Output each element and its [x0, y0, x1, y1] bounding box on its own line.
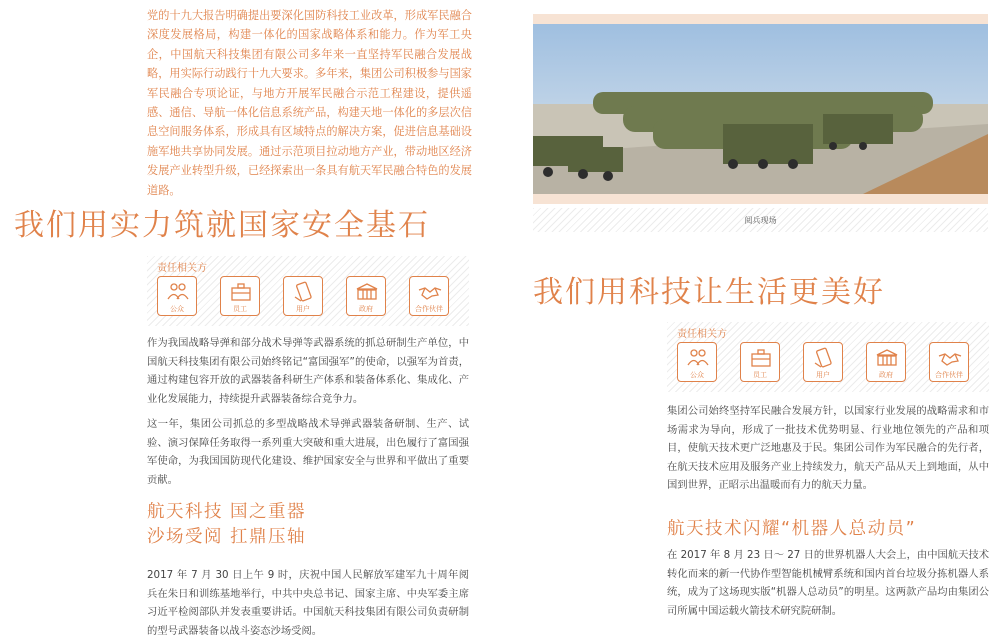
people-icon — [166, 281, 190, 303]
photo-caption-strip — [533, 208, 988, 232]
handshake-icon — [938, 347, 962, 369]
handshake-icon — [418, 281, 442, 303]
briefcase-icon — [229, 281, 253, 303]
stakeholder-label: 责任相关方 — [157, 263, 207, 274]
parade-scene-image — [533, 14, 988, 204]
paragraph-parade: 2017 年 7 月 30 日上午 9 时，庆祝中国人民解放军建军九十周年阅兵在朱日和训练基地举行，中共中央总书记、国家主席、中央军委主席习近平检阅部队并发表重要讲话。中国航天科技集团有限公司负责研制的型号武器装备以战斗姿态沙场受阅。 — [147, 569, 469, 637]
parade-photo — [533, 14, 988, 204]
building-icon — [875, 347, 899, 369]
stakeholder-public: 公众 — [677, 342, 717, 382]
paragraph-civil-military: 集团公司始终坚持军民融合发展方针，以国家行业发展的战略需求和市场需求为导向，形成了一批技术优势明显、行业地位领先的产品和项目，使航天技术更广泛地惠及于民。集团公司作为军民融合的先行者，在航天技术应用及服务产业上持续发力，航天产品从天上到地面，从中国到世界，正昭示出温暖而有力的航天力量。 — [667, 405, 989, 492]
stakeholder-user: 用户 — [283, 276, 323, 316]
stakeholder-public: 公众 — [157, 276, 197, 316]
stakeholder-government: 政府 — [866, 342, 906, 382]
stakeholder-label: 责任相关方 — [677, 329, 727, 340]
stakeholder-panel-left — [147, 256, 469, 326]
briefcase-icon — [749, 347, 773, 369]
stakeholder-icons — [677, 342, 969, 382]
stakeholder-icons — [157, 276, 449, 316]
stakeholder-user: 用户 — [803, 342, 843, 382]
people-icon — [686, 347, 710, 369]
intro-paragraph: 党的十九大报告明确提出要深化国防科技工业改革，形成军民融合深度发展格局，构建一体化的国家战略体系和能力。作为军工央企，中国航天科技集团有限公司多年来一直坚持军民融合发展战略，用实际行动践行十九大要求。多年来，集团公司积极参与国家军民融合专项论证，与地方开展军民融合示范工程建设，提供遥感、通信、导航一体化信息系统产品，构建天地一体化的多层次信息空间服务体系，形成具有区域特点的解决方案，促进信息基础设施军地共享协同发展。通过示范项目拉动地方产业，带动地区经济发展产业转型升级，已经探索出一条具有航天军民融合特色的发展道路。 — [147, 9, 472, 197]
paragraph-robot-conference: 在 2017 年 8 月 23 日～ 27 日的世界机器人大会上，由中国航天技术转化而来的新一代协作型智能机械臂系统和国内首台垃圾分拣机器人系统，成为了这场现实版“机器人总动员”的明星。这两款产品均由集团公司所属中国运载火箭技术研究院研制。 — [667, 549, 989, 617]
stakeholder-panel-right — [667, 322, 989, 392]
building-icon — [355, 281, 379, 303]
stakeholder-staff: 员工 — [740, 342, 780, 382]
paragraph-missile-systems: 作为我国战略导弹和部分战术导弹等武器系统的抓总研制生产单位，中国航天科技集团有限公司始终铭记“富国强军”的使命，以强军为首责，通过构建包容开放的武器装备科研生产体系和装备体系化、集成化、产业化发展能力，持续提升武器装备综合竞争力。 — [147, 337, 469, 405]
stakeholder-partner: 合作伙伴 — [929, 342, 969, 382]
phone-icon — [292, 281, 316, 303]
subtitle-robots: 航天技术闪耀“机器人总动员” — [667, 519, 917, 539]
subtitle-line-2: 沙场受阅 扛鼎压轴 — [147, 527, 307, 547]
stakeholder-government: 政府 — [346, 276, 386, 316]
subtitle-line-1: 航天科技 国之重器 — [147, 502, 307, 522]
paragraph-achievements: 这一年，集团公司抓总的多型战略战术导弹武器装备研制、生产、试验、演习保障任务取得一系列重大突破和重大进展，出色履行了富国强军使命，为我国国防现代化建设、维护国家安全与世界和平做出了重要贡献。 — [147, 418, 469, 486]
photo-caption: 阅兵现场 — [744, 216, 777, 225]
section-title-security: 我们用实力筑就国家安全基石 — [14, 208, 430, 243]
phone-icon — [812, 347, 836, 369]
stakeholder-partner: 合作伙伴 — [409, 276, 449, 316]
section-title-technology: 我们用科技让生活更美好 — [533, 275, 885, 310]
stakeholder-staff: 员工 — [220, 276, 260, 316]
